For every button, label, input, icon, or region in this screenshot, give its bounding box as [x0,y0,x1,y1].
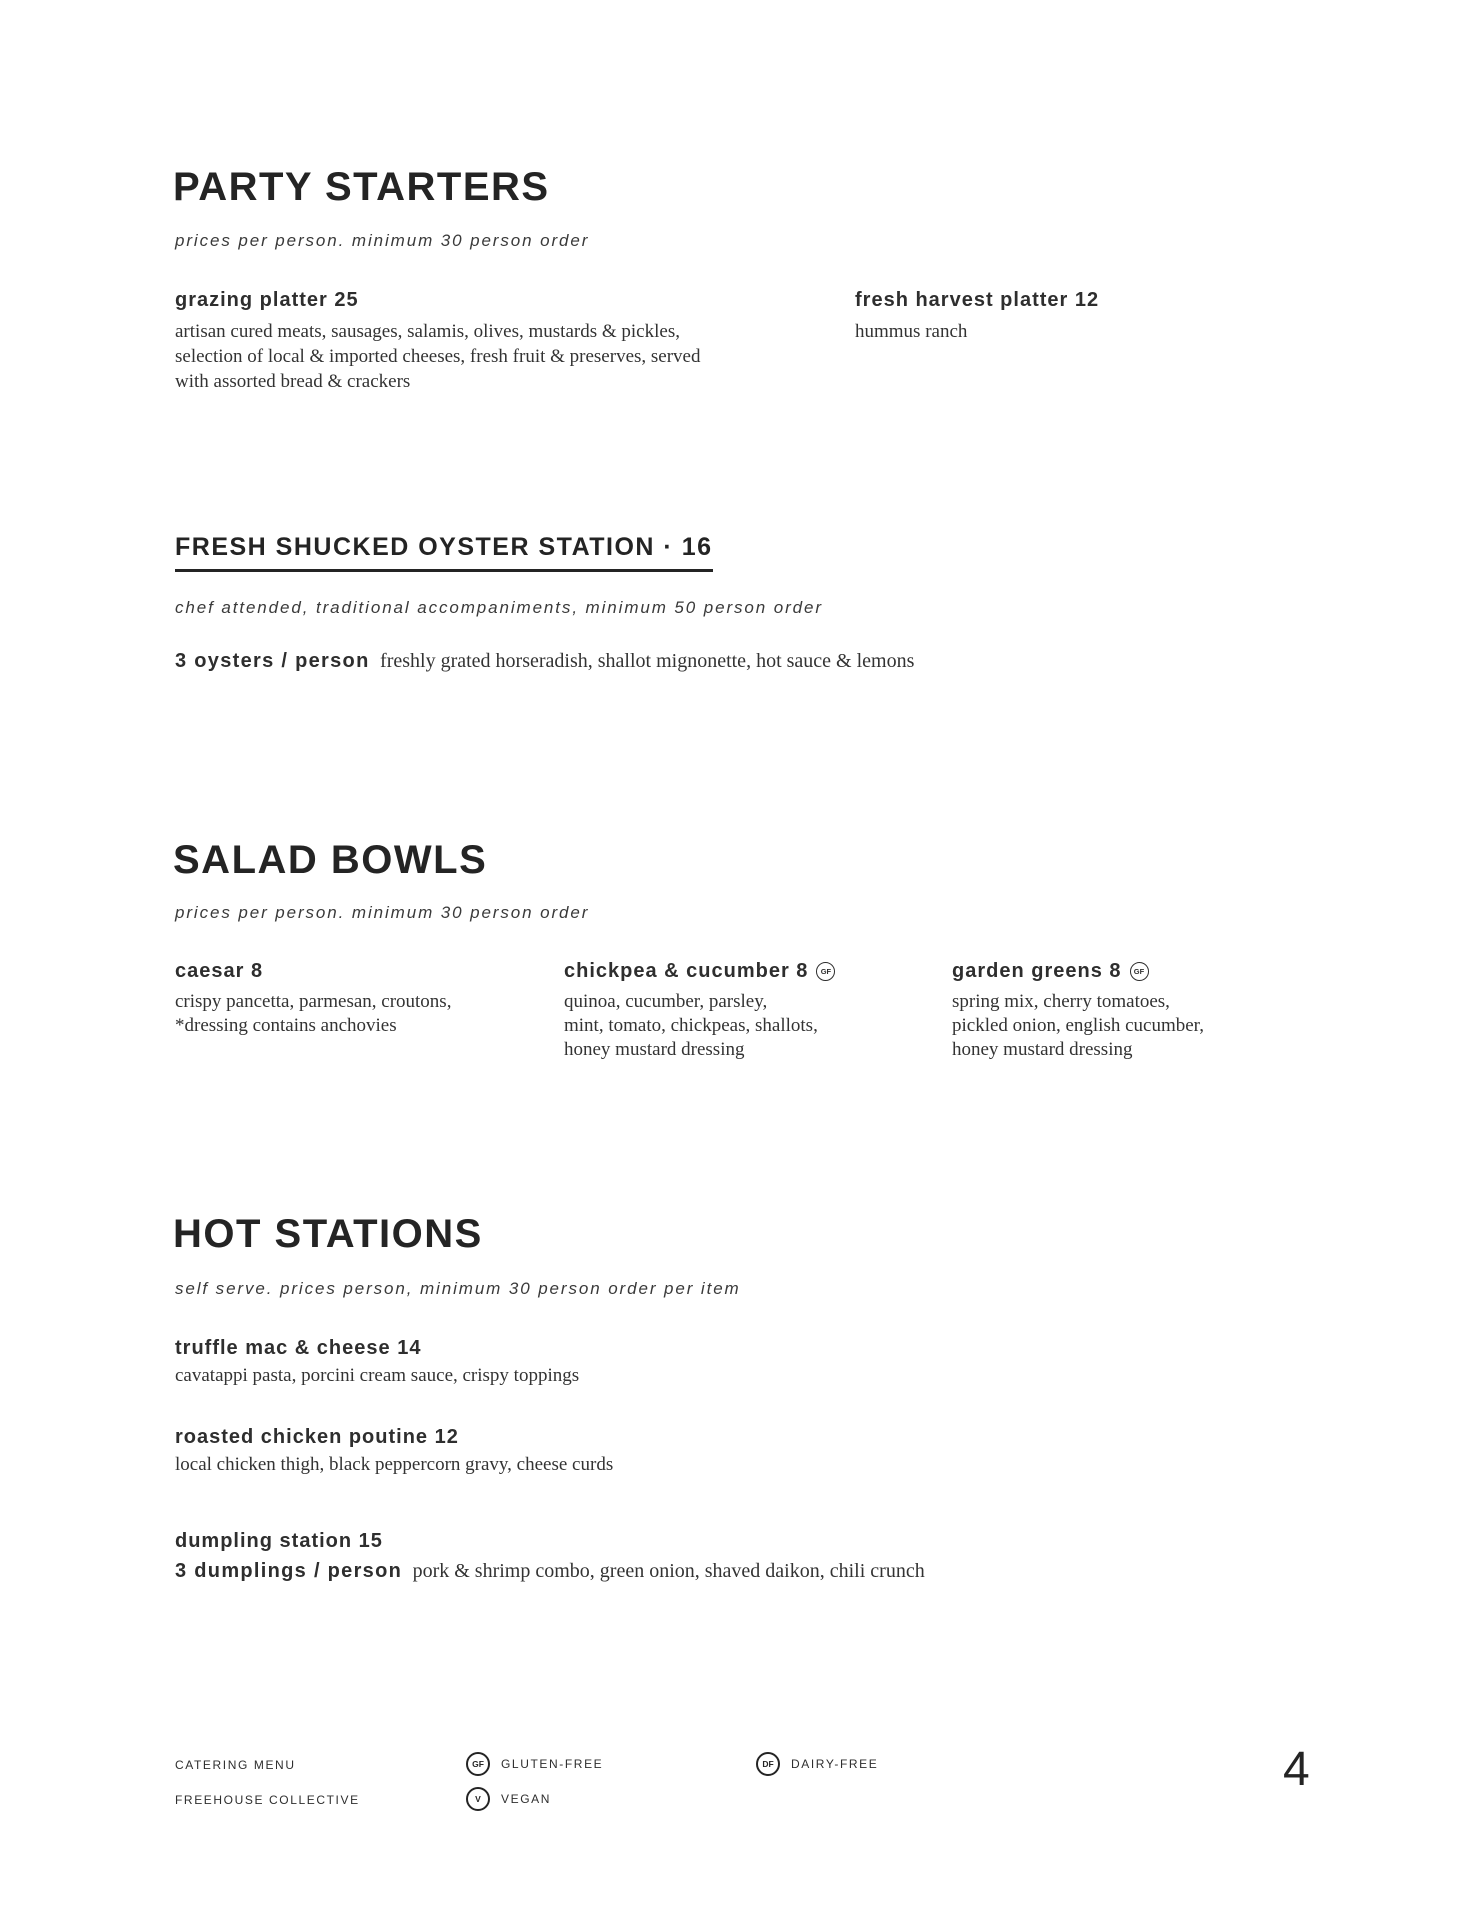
serving-size: 3 oysters / person [175,650,370,672]
footer-brand: FREEHOUSE COLLECTIVE [175,1793,360,1807]
item-name: grazing platter 25 [175,289,359,311]
menu-item-caesar [175,958,555,1038]
page-number: 4 [1283,1743,1310,1796]
item-name: garden greens 8 GF [952,958,1362,984]
menu-item-roasted-chicken-poutine [175,1424,1075,1477]
serving-size: 3 dumplings / person [175,1560,403,1582]
legend-dairy-free [756,1752,878,1776]
gluten-free-icon: GF [816,962,835,981]
party-starters-title: PARTY STARTERS [173,165,550,209]
item-name: chickpea & cucumber 8 GF [564,958,944,984]
item-description: local chicken thigh, black peppercorn gravy, cheese curds [175,1454,614,1475]
serving-description: pork & shrimp combo, green onion, shaved daikon, chili crunch [412,1560,925,1582]
salad-bowls-title: SALAD BOWLS [173,838,488,882]
legend-vegan [466,1787,551,1811]
item-name: caesar 8 [175,960,264,982]
item-description: cavatappi pasta, porcini cream sauce, crispy toppings [175,1365,580,1386]
party-starters-subtitle: prices per person. minimum 30 person order [175,231,590,250]
item-description: spring mix, cherry tomatoes, pickled onion, english cucumber, honey mustard dressing [952,991,1204,1060]
oyster-serving-line [175,650,914,673]
item-description: quinoa, cucumber, parsley, mint, tomato, chickpeas, shallots, honey mustard dressing [564,991,818,1060]
menu-item-truffle-mac [175,1335,1075,1388]
serving-description: freshly grated horseradish, shallot mignonette, hot sauce & lemons [380,650,915,672]
legend-gluten-free [466,1752,603,1776]
gluten-free-icon: GF [466,1752,490,1776]
legend-label: VEGAN [501,1792,552,1806]
menu-item-garden-greens [952,958,1362,1062]
dairy-free-icon: DF [756,1752,780,1776]
footer-doc-label: CATERING MENU [175,1758,296,1772]
legend-label: DAIRY-FREE [791,1757,879,1771]
item-name: fresh harvest platter 12 [855,289,1100,311]
item-description: artisan cured meats, sausages, salamis, olives, mustards & pickles, selection of local & imported cheeses, fresh fruit & preserves, served with assorted bread & crackers [175,321,701,392]
menu-item-grazing-platter [175,287,735,394]
vegan-icon: V [466,1787,490,1811]
oyster-station-title: FRESH SHUCKED OYSTER STATION · 16 [175,533,713,572]
hot-stations-title: HOT STATIONS [173,1212,483,1256]
item-description: hummus ranch [855,321,968,342]
legend-label: GLUTEN-FREE [501,1757,604,1771]
dumpling-serving-line [175,1560,1275,1583]
menu-item-chickpea-cucumber [564,958,944,1062]
item-description: crispy pancetta, parmesan, croutons, *dressing contains anchovies [175,991,452,1036]
hot-stations-subtitle: self serve. prices person, minimum 30 person order per item [175,1279,741,1298]
menu-item-fresh-harvest-platter [855,287,1305,344]
menu-item-dumpling-station [175,1528,1275,1583]
oyster-station-subtitle: chef attended, traditional accompaniments, minimum 50 person order [175,598,823,617]
gluten-free-icon: GF [1130,962,1149,981]
item-name: truffle mac & cheese 14 [175,1337,422,1359]
salad-bowls-subtitle: prices per person. minimum 30 person order [175,903,590,922]
item-name: roasted chicken poutine 12 [175,1426,459,1448]
item-name: dumpling station 15 [175,1530,383,1552]
